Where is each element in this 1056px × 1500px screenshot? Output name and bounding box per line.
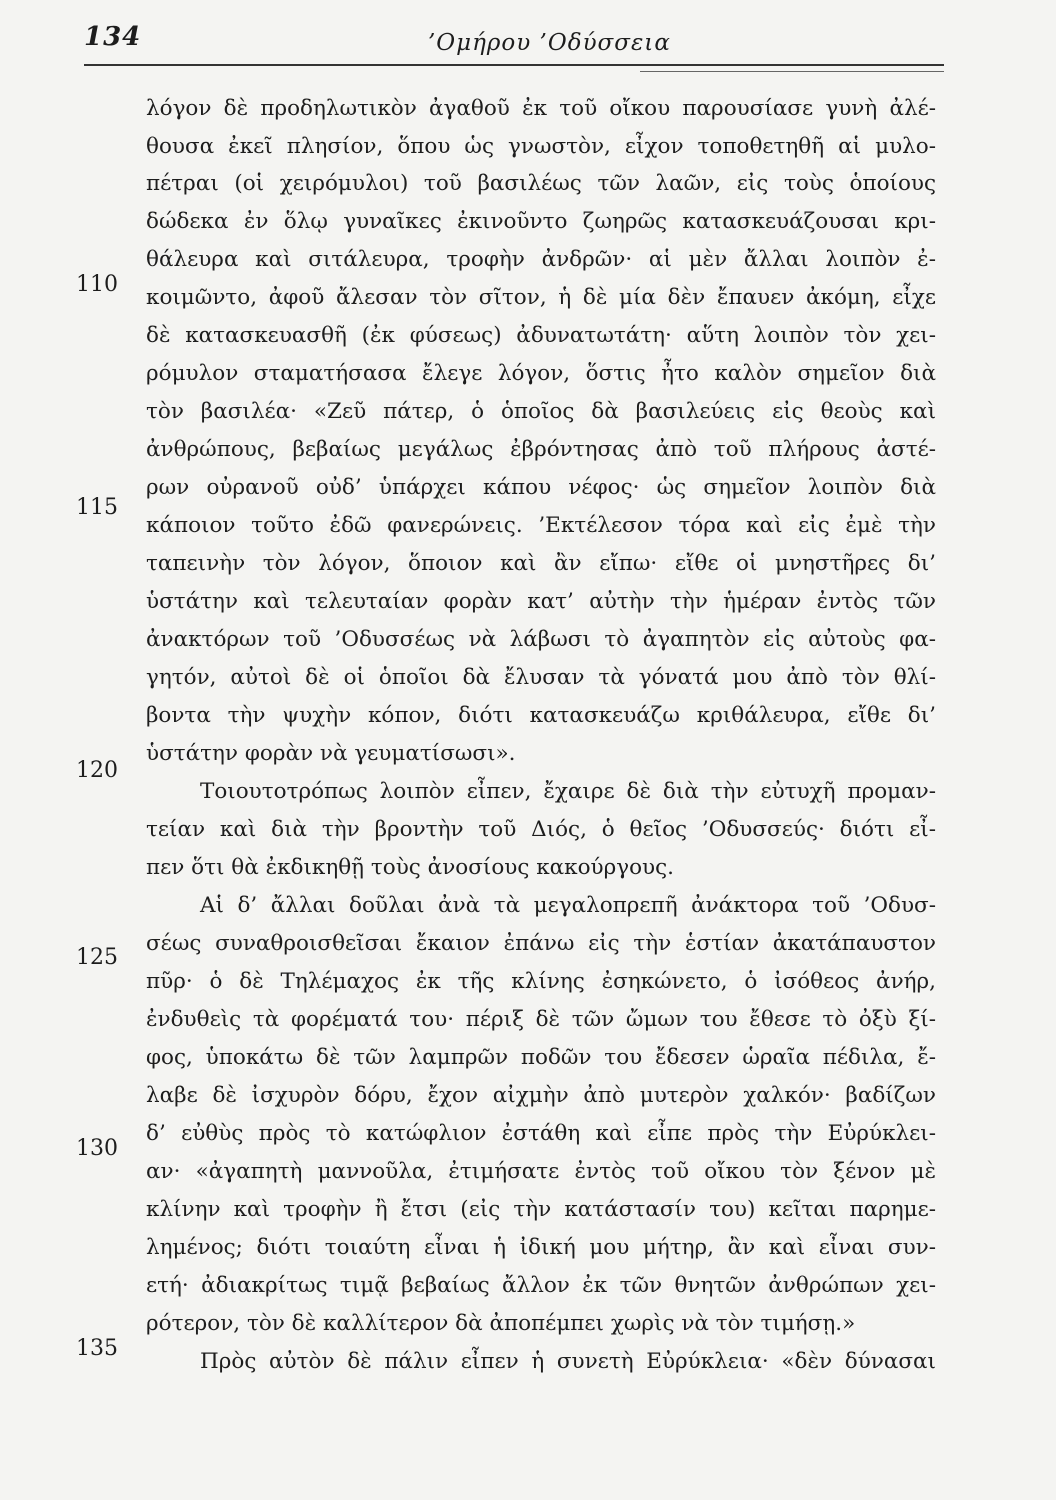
- line-number: 135: [76, 1336, 118, 1361]
- text-line: ρόμυλον σταματήσασα ἔλεγε λόγον, ὅστις ἦτο καλὸν σημεῖον διὰ: [146, 361, 936, 386]
- text-line: δ’ εὐθὺς πρὸς τὸ κατώφλιον ἐστάθη καὶ εἶπε πρὸς τὴν Εὐρύκλει-: [146, 1121, 936, 1146]
- text-line: θουσα ἐκεῖ πλησίον, ὅπου ὡς γνωστὸν, εἶχον τοποθετηθῆ αἱ μυλο-: [146, 134, 936, 159]
- running-title: ’Ομήρου ’Οδύσσεια: [428, 30, 671, 56]
- text-line: λόγον δὲ προδηλωτικὸν ἀγαθοῦ ἐκ τοῦ οἴκου παρουσίασε γυνὴ ἀλέ-: [146, 96, 936, 121]
- text-line: ἀνθρώπους, βεβαίως μεγάλως ἐβρόντησας ἀπὸ τοῦ πλήρους ἀστέ-: [146, 437, 936, 462]
- text-line: δὲ κατασκευασθῆ (ἐκ φύσεως) ἀδυνατωτάτη· αὕτη λοιπὸν τὸν χει-: [146, 323, 936, 348]
- text-line: λημένος; διότι τοιαύτη εἶναι ἡ ἰδική μου μήτηρ, ἂν καὶ εἶναι συν-: [146, 1235, 936, 1260]
- text-line: κάποιον τοῦτο ἐδῶ φανερώνεις. ’Εκτέλεσον τόρα καὶ εἰς ἐμὲ τὴν: [146, 513, 936, 538]
- text-line: Αἱ δ’ ἄλλαι δοῦλαι ἀνὰ τὰ μεγαλοπρεπῆ ἀνάκτορα τοῦ ’Οδυσ-: [200, 893, 936, 918]
- text-line: σέως συναθροισθεῖσαι ἔκαιον ἐπάνω εἰς τὴν ἑστίαν ἀκατάπαυστον: [146, 931, 936, 956]
- text-line: θάλευρα καὶ σιτάλευρα, τροφὴν ἀνδρῶν· αἱ μὲν ἄλλαι λοιπὸν ἐ-: [146, 247, 936, 272]
- text-line: κλίνην καὶ τροφὴν ἢ ἔτσι (εἰς τὴν κατάστασίν του) κεῖται παρημε-: [146, 1197, 936, 1222]
- text-line: ἐνδυθεὶς τὰ φορέματά του· πέριξ δὲ τῶν ὤμων του ἔθεσε τὸ ὀξὺ ξί-: [146, 1007, 936, 1032]
- line-number: 110: [76, 272, 118, 297]
- text-line: αν· «ἀγαπητὴ μαννοῦλα, ἐτιμήσατε ἐντὸς τοῦ οἴκου τὸν ξένον μὲ: [146, 1159, 936, 1184]
- text-line: πῦρ· ὁ δὲ Τηλέμαχος ἐκ τῆς κλίνης ἐσηκώνετο, ὁ ἰσόθεος ἀνήρ,: [146, 969, 936, 994]
- text-line: πεν ὅτι θὰ ἐκδικηθῇ τοὺς ἀνοσίους κακούργους.: [146, 855, 674, 880]
- text-line: βοντα τὴν ψυχὴν κόπον, διότι κατασκευάζω κριθάλευρα, εἴθε δι’: [146, 703, 936, 728]
- header-rule: [84, 64, 944, 66]
- text-line: ὑστάτην καὶ τελευταίαν φορὰν κατ’ αὐτὴν τὴν ἡμέραν ἐντὸς τῶν: [146, 589, 936, 614]
- text-line: τείαν καὶ διὰ τὴν βροντὴν τοῦ Διός, ὁ θεῖος ’Οδυσσεύς· διότι εἶ-: [146, 817, 936, 842]
- text-line: ετή· ἀδιακρίτως τιμᾷ βεβαίως ἄλλον ἐκ τῶν θνητῶν ἀνθρώπων χει-: [146, 1273, 936, 1298]
- text-line: γητόν, αὐτοὶ δὲ οἱ ὁποῖοι δὰ ἔλυσαν τὰ γόνατά μου ἀπὸ τὸν θλί-: [146, 665, 936, 690]
- text-line: ἀνακτόρων τοῦ ’Οδυσσέως νὰ λάβωσι τὸ ἀγαπητὸν εἰς αὐτοὺς φα-: [146, 627, 936, 652]
- page-number: 134: [84, 22, 142, 52]
- text-line: ρότερον, τὸν δὲ καλλίτερον δὰ ἀποπέμπει χωρὶς νὰ τὸν τιμήσῃ.»: [146, 1311, 856, 1336]
- text-line: Τοιουτοτρόπως λοιπὸν εἶπεν, ἔχαιρε δὲ διὰ τὴν εὐτυχῆ προμαν-: [200, 779, 936, 804]
- line-number: 115: [76, 495, 118, 520]
- line-number: 125: [76, 945, 118, 970]
- text-line: κοιμῶντο, ἀφοῦ ἄλεσαν τὸν σῖτον, ἡ δὲ μία δὲν ἔπαυεν ἀκόμη, εἶχε: [146, 285, 936, 310]
- text-line: λαβε δὲ ἰσχυρὸν δόρυ, ἔχον αἰχμὴν ἀπὸ μυτερὸν χαλκόν· βαδίζων: [146, 1083, 936, 1108]
- line-number: 120: [76, 758, 118, 783]
- text-line: τὸν βασιλέα· «Ζεῦ πάτερ, ὁ ὁποῖος δὰ βασιλεύεις εἰς θεοὺς καὶ: [146, 399, 936, 424]
- text-line: δώδεκα ἐν ὅλῳ γυναῖκες ἐκινοῦντο ζωηρῶς κατασκευάζουσαι κρι-: [146, 209, 936, 234]
- header-rule-secondary: [640, 71, 944, 72]
- text-line: ταπεινὴν τὸν λόγον, ὅποιον καὶ ἂν εἴπω· εἴθε οἱ μνηστῆρες δι’: [146, 551, 936, 576]
- text-line: πέτραι (οἱ χειρόμυλοι) τοῦ βασιλέως τῶν λαῶν, εἰς τοὺς ὁποίους: [146, 171, 936, 196]
- text-line: ρων οὐρανοῦ οὐδ’ ὑπάρχει κάπου νέφος· ὡς σημεῖον λοιπὸν διὰ: [146, 475, 936, 500]
- text-line: ὑστάτην φορὰν νὰ γευματίσωσι».: [146, 741, 516, 766]
- text-line: φος, ὑποκάτω δὲ τῶν λαμπρῶν ποδῶν του ἔδεσεν ὡραῖα πέδιλα, ἔ-: [146, 1045, 936, 1070]
- line-number: 130: [76, 1136, 118, 1161]
- text-line: Πρὸς αὐτὸν δὲ πάλιν εἶπεν ἡ συνετὴ Εὐρύκλεια· «δὲν δύνασαι: [200, 1349, 936, 1374]
